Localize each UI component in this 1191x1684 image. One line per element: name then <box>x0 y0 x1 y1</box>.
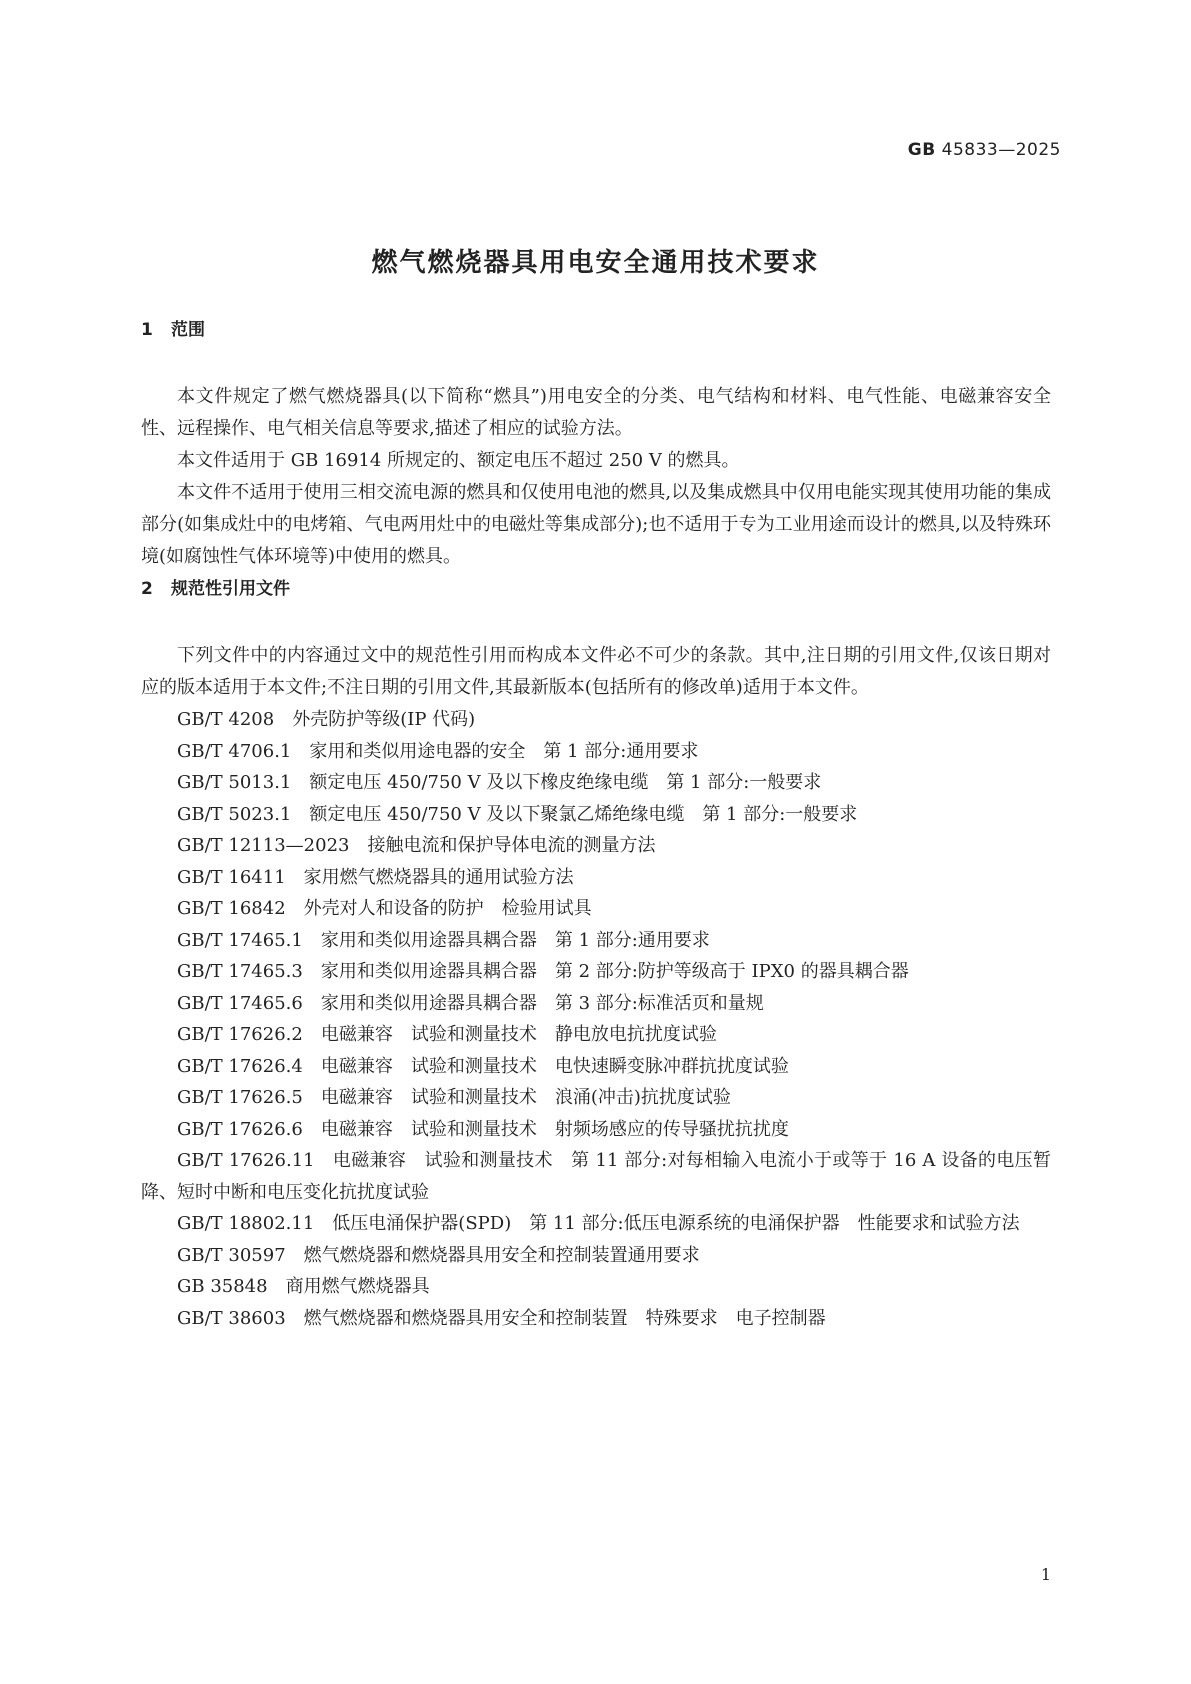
reference-item <box>141 1303 1051 1335</box>
section-normative-references <box>141 574 1051 1334</box>
reference-title: 低压电涌保护器(SPD) 第 11 部分:低压电源系统的电涌保护器 性能要求和试验方法 <box>332 1213 1020 1234</box>
section-number: 2 <box>141 579 153 599</box>
reference-title: 额定电压 450/750 V 及以下橡皮绝缘电缆 第 1 部分:一般要求 <box>309 772 822 793</box>
reference-code: GB/T 17626.5 <box>177 1087 303 1108</box>
reference-item <box>141 1145 1051 1208</box>
reference-title: 电磁兼容 试验和测量技术 静电放电抗扰度试验 <box>320 1024 717 1045</box>
reference-item <box>141 1114 1051 1146</box>
document-code <box>908 140 1061 160</box>
reference-title: 额定电压 450/750 V 及以下聚氯乙烯绝缘电缆 第 1 部分:一般要求 <box>309 803 858 825</box>
reference-title: 电磁兼容 试验和测量技术 第 11 部分:对每相输入电流小于或等于 16 A 设备的电压暂降、短时中断和电压变化抗扰度试验 <box>141 1150 1051 1203</box>
standard-prefix: GB <box>907 140 936 160</box>
section-scope <box>141 315 1051 573</box>
reference-item <box>141 925 1051 957</box>
reference-title: 外壳对人和设备的防护 检验用试具 <box>303 898 592 919</box>
reference-item <box>141 893 1051 925</box>
reference-title: 外壳防护等级(IP 代码) <box>292 709 476 730</box>
reference-title: 燃气燃烧器和燃烧器具用安全和控制装置通用要求 <box>303 1244 700 1266</box>
reference-code: GB/T 38603 <box>177 1307 286 1329</box>
reference-item <box>141 956 1051 988</box>
reference-item <box>141 1208 1051 1240</box>
section-heading-references <box>141 574 1051 604</box>
reference-item <box>141 1082 1051 1114</box>
reference-code: GB/T 17465.6 <box>177 992 303 1014</box>
reference-title: 燃气燃烧器和燃烧器具用安全和控制装置 特殊要求 电子控制器 <box>303 1307 826 1329</box>
reference-code: GB/T 4706.1 <box>177 740 292 762</box>
reference-item <box>141 830 1051 862</box>
reference-item <box>141 799 1051 831</box>
page-number: 1 <box>1040 1565 1051 1584</box>
scope-paragraph: 本文件适用于 GB 16914 所规定的、额定电压不超过 250 V 的燃具。 <box>177 450 740 471</box>
reference-title: 接触电流和保护导体电流的测量方法 <box>367 835 656 856</box>
reference-code: GB 35848 <box>177 1276 268 1297</box>
section-heading-scope <box>141 315 1051 345</box>
reference-title: 家用和类似用途器具耦合器 第 2 部分:防护等级高于 IPX0 的器具耦合器 <box>320 961 909 982</box>
section-title: 范围 <box>171 320 205 340</box>
reference-code: GB/T 17465.1 <box>177 929 303 951</box>
reference-code: GB/T 16842 <box>177 898 286 919</box>
reference-item <box>141 736 1051 768</box>
reference-title: 电磁兼容 试验和测量技术 电快速瞬变脉冲群抗扰度试验 <box>320 1055 789 1077</box>
section-number: 1 <box>141 320 153 340</box>
reference-item <box>141 1019 1051 1051</box>
reference-title: 家用和类似用途电器的安全 第 1 部分:通用要求 <box>309 740 699 762</box>
reference-code: GB/T 18802.11 <box>177 1213 315 1234</box>
reference-code: GB/T 17626.4 <box>177 1055 303 1077</box>
reference-title: 电磁兼容 试验和测量技术 射频场感应的传导骚扰抗扰度 <box>320 1118 789 1140</box>
reference-code: GB/T 17626.2 <box>177 1024 303 1045</box>
reference-item <box>141 704 1051 736</box>
reference-title: 家用和类似用途器具耦合器 第 1 部分:通用要求 <box>320 929 710 951</box>
scope-paragraph: 本文件规定了燃气燃烧器具(以下简称“燃具”)用电安全的分类、电气结构和材料、电气性能、电磁兼容安全性、远程操作、电气相关信息等要求,描述了相应的试验方法。 <box>141 386 1051 439</box>
reference-code: GB/T 17626.11 <box>177 1150 315 1171</box>
section-title: 规范性引用文件 <box>171 579 290 599</box>
reference-code: GB/T 5013.1 <box>177 772 292 793</box>
reference-code: GB/T 17465.3 <box>177 961 303 982</box>
reference-title: 家用燃气燃烧器具的通用试验方法 <box>303 866 574 888</box>
references-intro: 下列文件中的内容通过文中的规范性引用而构成本文件必不可少的条款。其中,注日期的引用文件,仅该日期对应的版本适用于本文件;不注日期的引用文件,其最新版本(包括所有的修改单)适用于本文件。 <box>141 645 1051 698</box>
reference-item <box>141 1271 1051 1303</box>
reference-title: 电磁兼容 试验和测量技术 浪涌(冲击)抗扰度试验 <box>320 1087 731 1108</box>
reference-code: GB/T 5023.1 <box>177 803 292 825</box>
reference-code: GB/T 16411 <box>177 866 286 888</box>
document-title: 燃气燃烧器具用电安全通用技术要求 <box>371 248 820 278</box>
reference-title: 家用和类似用途器具耦合器 第 3 部分:标准活页和量规 <box>320 992 764 1014</box>
reference-title: 商用燃气燃烧器具 <box>285 1276 430 1297</box>
standard-number: 45833—2025 <box>941 140 1061 160</box>
reference-code: GB/T 4208 <box>177 709 275 730</box>
reference-item <box>141 1051 1051 1083</box>
reference-code: GB/T 30597 <box>177 1244 286 1266</box>
reference-item <box>141 767 1051 799</box>
reference-item <box>141 1240 1051 1272</box>
reference-code: GB/T 17626.6 <box>177 1118 303 1140</box>
reference-code: GB/T 12113—2023 <box>177 835 350 856</box>
reference-item <box>141 988 1051 1020</box>
reference-list <box>141 704 1051 1334</box>
reference-item <box>141 862 1051 894</box>
scope-paragraph: 本文件不适用于使用三相交流电源的燃具和仅使用电池的燃具,以及集成燃具中仅用电能实现其使用功能的集成部分(如集成灶中的电烤箱、气电两用灶中的电磁灶等集成部分);也不适用于专为工业用途而设计的燃具,以及特殊环境(如腐蚀性气体环境等)中使用的燃具。 <box>141 482 1051 567</box>
